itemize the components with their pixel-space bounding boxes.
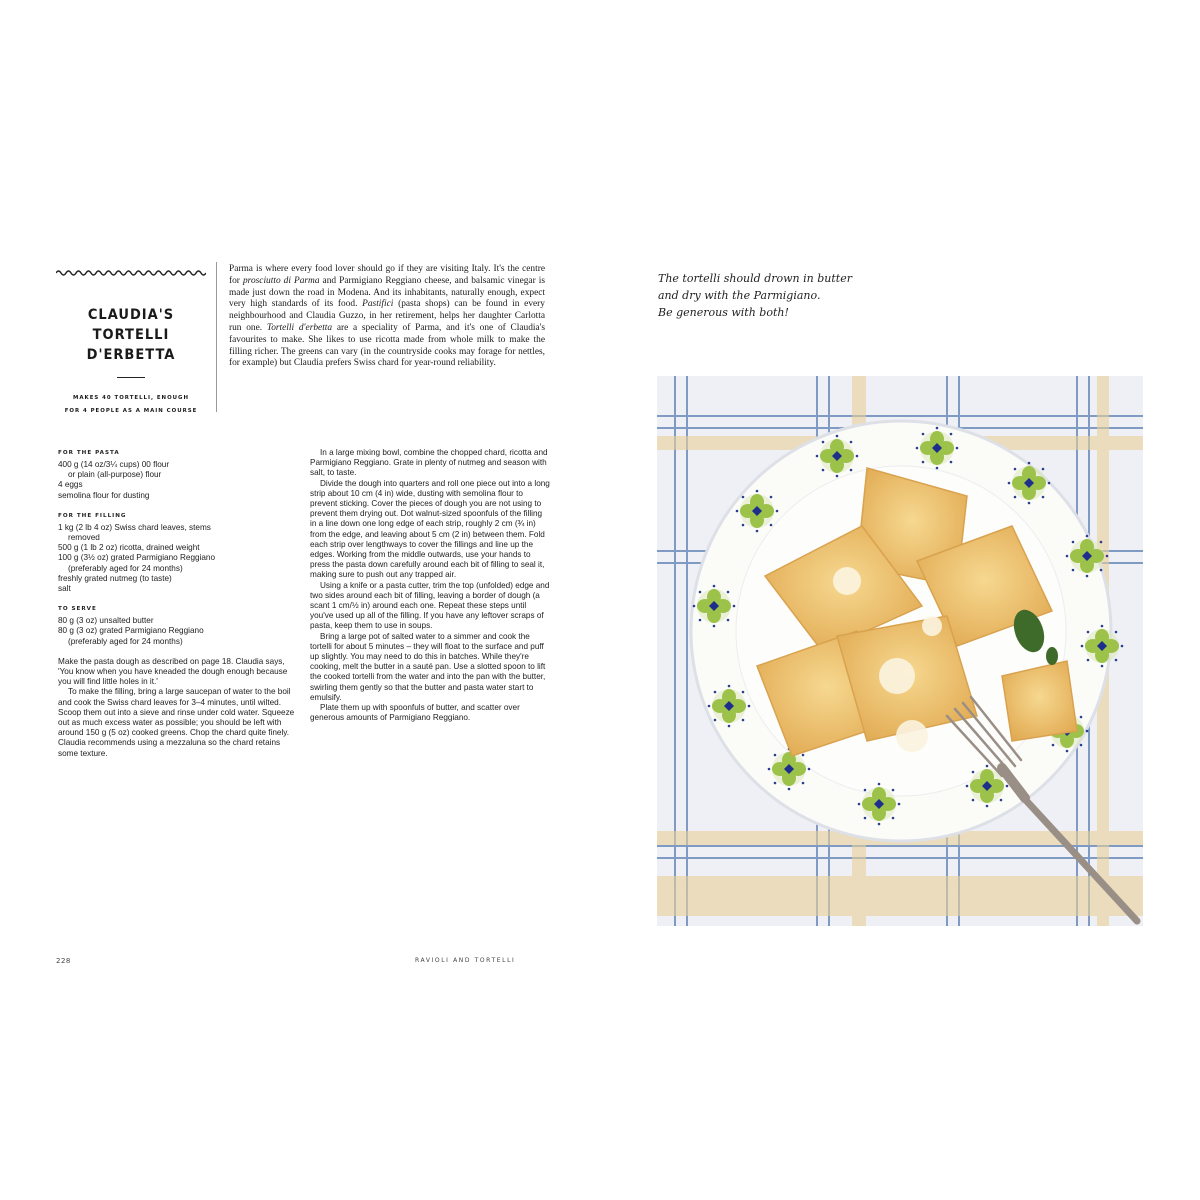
ingredient-item: 80 g (3 oz) unsalted butter xyxy=(58,616,154,626)
right-page xyxy=(600,0,1200,1200)
running-footer: RAVIOLI AND TORTELLI xyxy=(415,957,516,964)
quote-line-1: The tortelli should drown in butter xyxy=(658,272,852,285)
pasta-heading: FOR THE PASTA xyxy=(58,450,120,456)
recipe-title-line-1: CLAUDIA'S TORTELLI xyxy=(87,307,175,343)
ingredient-item: semolina flour for dusting xyxy=(58,490,150,500)
ingredient-item: or plain (all-purpose) flour xyxy=(68,470,162,480)
ingredient-item: (preferably aged for 24 months) xyxy=(68,563,183,573)
page-number: 228 xyxy=(56,957,71,965)
method-paragraph: In a large mixing bowl, combine the chopped chard, ricotta and Parmigiano Reggiano. Grate in plenty of nutmeg and season with salt, to taste. xyxy=(310,448,548,478)
method-paragraph: Plate them up with spoonfuls of butter, and scatter over generous amounts of Parmigiano Reggiano. xyxy=(310,703,520,723)
serves-line-2: FOR 4 PEOPLE AS A MAIN COURSE xyxy=(64,408,198,414)
wavy-rule-icon xyxy=(56,269,206,277)
serves-note xyxy=(56,392,206,418)
intro-text: Parma is where every food lover should go if they are visiting Italy. It's the centre for xyxy=(229,264,545,286)
ingredient-item: 400 g (14 oz/3¼ cups) 00 flour xyxy=(58,460,170,469)
method-paragraph: Using a knife or a pasta cutter, trim the top (unfolded) edge and two sides around each bit of filling, leaving a border of dough (a scant 1 cm/½ in) around each one. Repeat these steps until you've used up all of the filling. If you have any leftover scraps of pasta, keep them to use in soups. xyxy=(310,580,550,631)
intro-paragraph xyxy=(229,264,545,370)
intro-emphasis: Tortelli d'erbetta xyxy=(266,322,333,333)
method-paragraph: Make the pasta dough as described on page 18. Claudia says, 'You know when you have kneaded the dough enough because you will find little holes in it.' xyxy=(58,656,288,687)
filling-ingredients xyxy=(58,523,298,594)
quote-line-3: Be generous with both! xyxy=(658,306,789,319)
ingredient-item: removed xyxy=(68,533,100,543)
intro-emphasis: Pastifici xyxy=(362,299,394,310)
method-paragraph: Bring a large pot of salted water to a simmer and cook the tortelli for about 5 minutes – they will float to the surface and puff up slightly. You may need to do this in batches. While they're cooking, melt the butter in a sauté pan. Use a slotted spoon to lift the cooked tortelli from the water and into the pan with the butter, swirling them gently so that the butter and pasta water start to emulsify. xyxy=(310,631,546,702)
ingredient-item: 4 eggs xyxy=(58,480,83,490)
serve-ingredients xyxy=(58,616,298,647)
intro-text: are a speciality of Parma, and it's one of Claudia's favourites to make. She likes to use ricotta made from whole milk to make the filling richer. The greens can vary (in the countryside cooks may forage for nettles, for example) but Claudia prefers Swiss chard for year-round reliability. xyxy=(229,322,545,369)
ingredient-item: 80 g (3 oz) grated Parmigiano Reggiano xyxy=(58,626,204,636)
intro-emphasis: prosciutto di Parma xyxy=(242,275,320,286)
pull-quote xyxy=(658,270,878,321)
intro-text: and Parmigiano Reggiano cheese, and balsamic vinegar is made just down the road in Modena. And its inhabitants, naturally enough, expect very high standards of its food. xyxy=(229,275,545,310)
intro-text: (pasta shops) can be found in every neighbourhood and Claudia Guzzo, in her retirement, helps her daughter Carlotta run one. xyxy=(229,299,545,333)
ingredient-item: freshly grated nutmeg (to taste) xyxy=(58,573,172,583)
ingredient-item: salt xyxy=(58,584,71,594)
recipe-title-line-2: D'ERBETTA xyxy=(86,347,176,363)
recipe-title xyxy=(56,305,206,365)
food-photo-illustration xyxy=(657,376,1143,926)
serve-heading: TO SERVE xyxy=(58,606,97,613)
ingredient-item: 1 kg (2 lb 4 oz) Swiss chard leaves, stems xyxy=(58,522,211,532)
method-paragraph: Divide the dough into quarters and roll one piece out into a long strip about 10 cm (4 in) wide, dusting with semolina flour to prevent sticking. Cover the pieces of dough you are not using to prevent them drying out. Dot walnut-sized spoonfuls of the filling in a line down one long edge of each strip, roughly 2 cm (¾ in) from the edge, and leaving about 5 cm (2 in) between them. Fold each strip over lengthways to cover the fillings and line up the edges. Working from the middle outwards, use your hands to press the pasta down carefully around each bit of filling to seal it, making sure to push out any trapped air. xyxy=(310,478,550,580)
title-divider xyxy=(117,377,145,378)
pasta-ingredients xyxy=(58,460,298,501)
tortelli-photo xyxy=(657,376,1143,926)
method-column-2 xyxy=(310,448,550,723)
ingredient-item: 500 g (1 lb 2 oz) ricotta, drained weight xyxy=(58,543,200,553)
ingredient-item: (preferably aged for 24 months) xyxy=(68,636,183,646)
vertical-divider xyxy=(216,262,217,412)
recipe-title-block xyxy=(56,262,206,418)
method-paragraph: To make the filling, bring a large saucepan of water to the boil and cook the Swiss chard leaves for 3–4 minutes, until wilted. Scoop them out into a sieve and rinse under cold water. Squeeze out as much excess water as possible; you should be left with around 150 g (5 oz) cooked greens. Chop the chard quite finely. Claudia recommends using a mezzaluna so the chard retains some texture. xyxy=(58,687,295,758)
ingredients-and-method-column-1 xyxy=(58,448,298,759)
serves-line-1: MAKES 40 TORTELLI, ENOUGH xyxy=(73,395,189,401)
quote-line-2: and dry with the Parmigiano. xyxy=(658,289,821,302)
ingredient-item: 100 g (3½ oz) grated Parmigiano Reggiano xyxy=(58,553,216,563)
filling-heading: FOR THE FILLING xyxy=(58,512,127,519)
